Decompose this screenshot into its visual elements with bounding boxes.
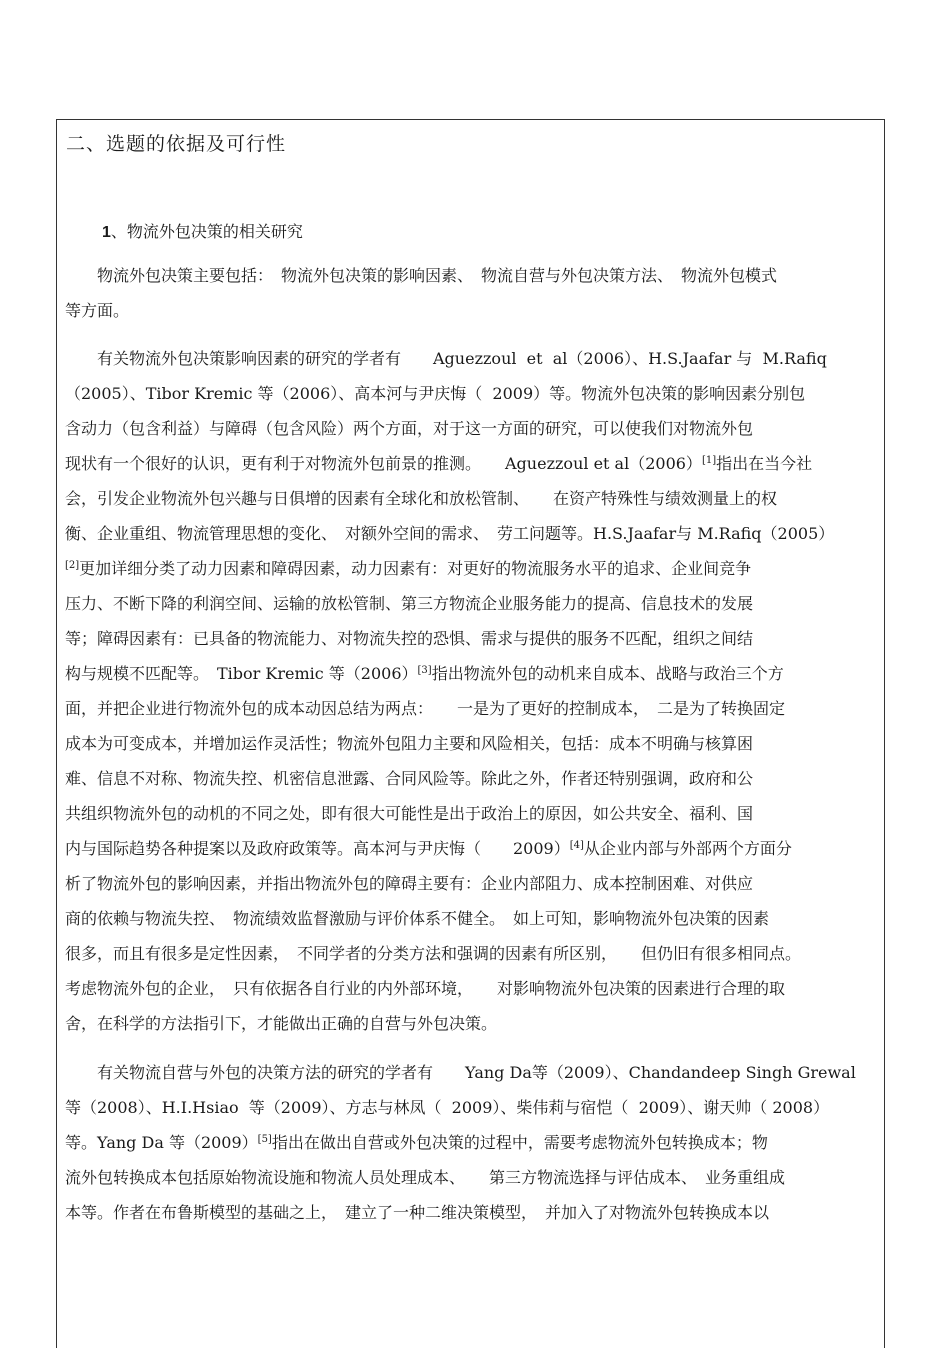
body-line: 共组织物流外包的动机的不同之处，即有很大可能性是出于政治上的原因，如公共安全、福利、国 xyxy=(65,804,754,823)
citation-marker: [4] xyxy=(569,840,584,851)
body-line: （2005）、Tibor Kremic 等（2006）、高本河与尹庆悔（ 2009）等。物流外包决策的影响因素分别包 xyxy=(65,384,806,403)
body-line: 压力、不断下降的利润空间、运输的放松管制、第三方物流企业服务能力的提高、信息技术的发展 xyxy=(65,594,754,613)
section-title: 二、选题的依据及可行性 xyxy=(66,133,287,155)
body-line: 会，引发企业物流外包兴趣与日俱增的因素有全球化和放松管制、 在资产特殊性与绩效测量上的权 xyxy=(65,489,778,508)
citation-marker: [3] xyxy=(417,665,432,676)
body-line: 商的依赖与物流失控、 物流绩效监督激励与评价体系不健全。 如上可知，影响物流外包决策的因素 xyxy=(65,909,770,928)
body-line: 本等。作者在布鲁斯模型的基础之上， 建立了一种二维决策模型， 并加入了对物流外包转换成本以 xyxy=(65,1203,770,1222)
body-line: 舍，在科学的方法指引下，才能做出正确的自营与外包决策。 xyxy=(65,1014,498,1033)
body-line: 析了物流外包的影响因素，并指出物流外包的障碍主要有：企业内部阻力、成本控制困难、对供应 xyxy=(65,874,754,893)
body-line: 物流外包决策主要包括： 物流外包决策的影响因素、 物流自营与外包决策方法、 物流外包模式 xyxy=(65,266,778,285)
body-line: 成本为可变成本，并增加运作灵活性；物流外包阻力主要和风险相关，包括：成本不明确与核算困 xyxy=(65,734,754,753)
subsection-heading xyxy=(102,219,303,242)
body-line: 等；障碍因素有：已具备的物流能力、对物流失控的恐惧、需求与提供的服务不匹配，组织之间结 xyxy=(65,629,754,648)
body-line: 面，并把企业进行物流外包的成本动因总结为两点： 一是为了更好的控制成本， 二是为了转换固定 xyxy=(65,699,786,718)
citation-marker: [1] xyxy=(701,455,717,466)
body-line: 衡、企业重组、物流管理思想的变化、 对额外空间的需求、 劳工问题等。H.S.Jaafar与 M.Rafiq（2005） xyxy=(65,524,835,543)
body-line: 难、信息不对称、物流失控、机密信息泄露、合同风险等。除此之外，作者还特别强调，政府和公 xyxy=(65,769,754,788)
body-line: 现状有一个很好的认识，更有利于对物流外包前景的推测。 Aguezzoul et al（2006）[1]指出在当今社 xyxy=(65,454,813,473)
subsection-number: 1 xyxy=(102,224,111,241)
body-line: 有关物流外包决策影响因素的研究的学者有 Aguezzoul et al（2006）、H.S.Jaafar 与 M.Rafiq xyxy=(65,349,827,368)
body-line: 很多，而且有很多是定性因素， 不同学者的分类方法和强调的因素有所区别， 但仍旧有很多相同点。 xyxy=(65,944,802,963)
body-line: [2]更加详细分类了动力因素和障碍因素，动力因素有：对更好的物流服务水平的追求、企业间竞争 xyxy=(65,559,752,578)
subsection-title: 、物流外包决策的相关研究 xyxy=(110,222,303,241)
body-line: 构与规模不匹配等。 Tibor Kremic 等（2006）[3]指出物流外包的动机来自成本、战略与政治三个方 xyxy=(65,664,784,683)
body-line: 流外包转换成本包括原始物流设施和物流人员处理成本、 第三方物流选择与评估成本、 业务重组成 xyxy=(65,1168,786,1187)
body-line: 等（2008）、H.I.Hsiao 等（2009）、方志与林凤（ 2009）、柴伟莉与宿恺（ 2009）、谢天帅（ 2008） xyxy=(65,1098,830,1117)
body-line: 含动力（包含利益）与障碍（包含风险）两个方面，对于这一方面的研究，可以使我们对物流外包 xyxy=(65,419,754,438)
body-line: 有关物流自营与外包的决策方法的研究的学者有 Yang Da等（2009）、Chandandeep Singh Grewal xyxy=(65,1063,856,1082)
citation-marker: [2] xyxy=(65,560,80,571)
body-line: 等方面。 xyxy=(65,301,130,320)
citation-marker: [5] xyxy=(257,1134,272,1145)
body-line: 等。Yang Da 等（2009）[5]指出在做出自营或外包决策的过程中，需要考虑物流外包转换成本；物 xyxy=(65,1133,768,1152)
body-line: 内与国际趋势各种提案以及政府政策等。高本河与尹庆悔（ 2009）[4]从企业内部与外部两个方面分 xyxy=(65,839,792,858)
body-line: 考虑物流外包的企业， 只有依据各自行业的内外部环境， 对影响物流外包决策的因素进行合理的取 xyxy=(65,979,786,998)
